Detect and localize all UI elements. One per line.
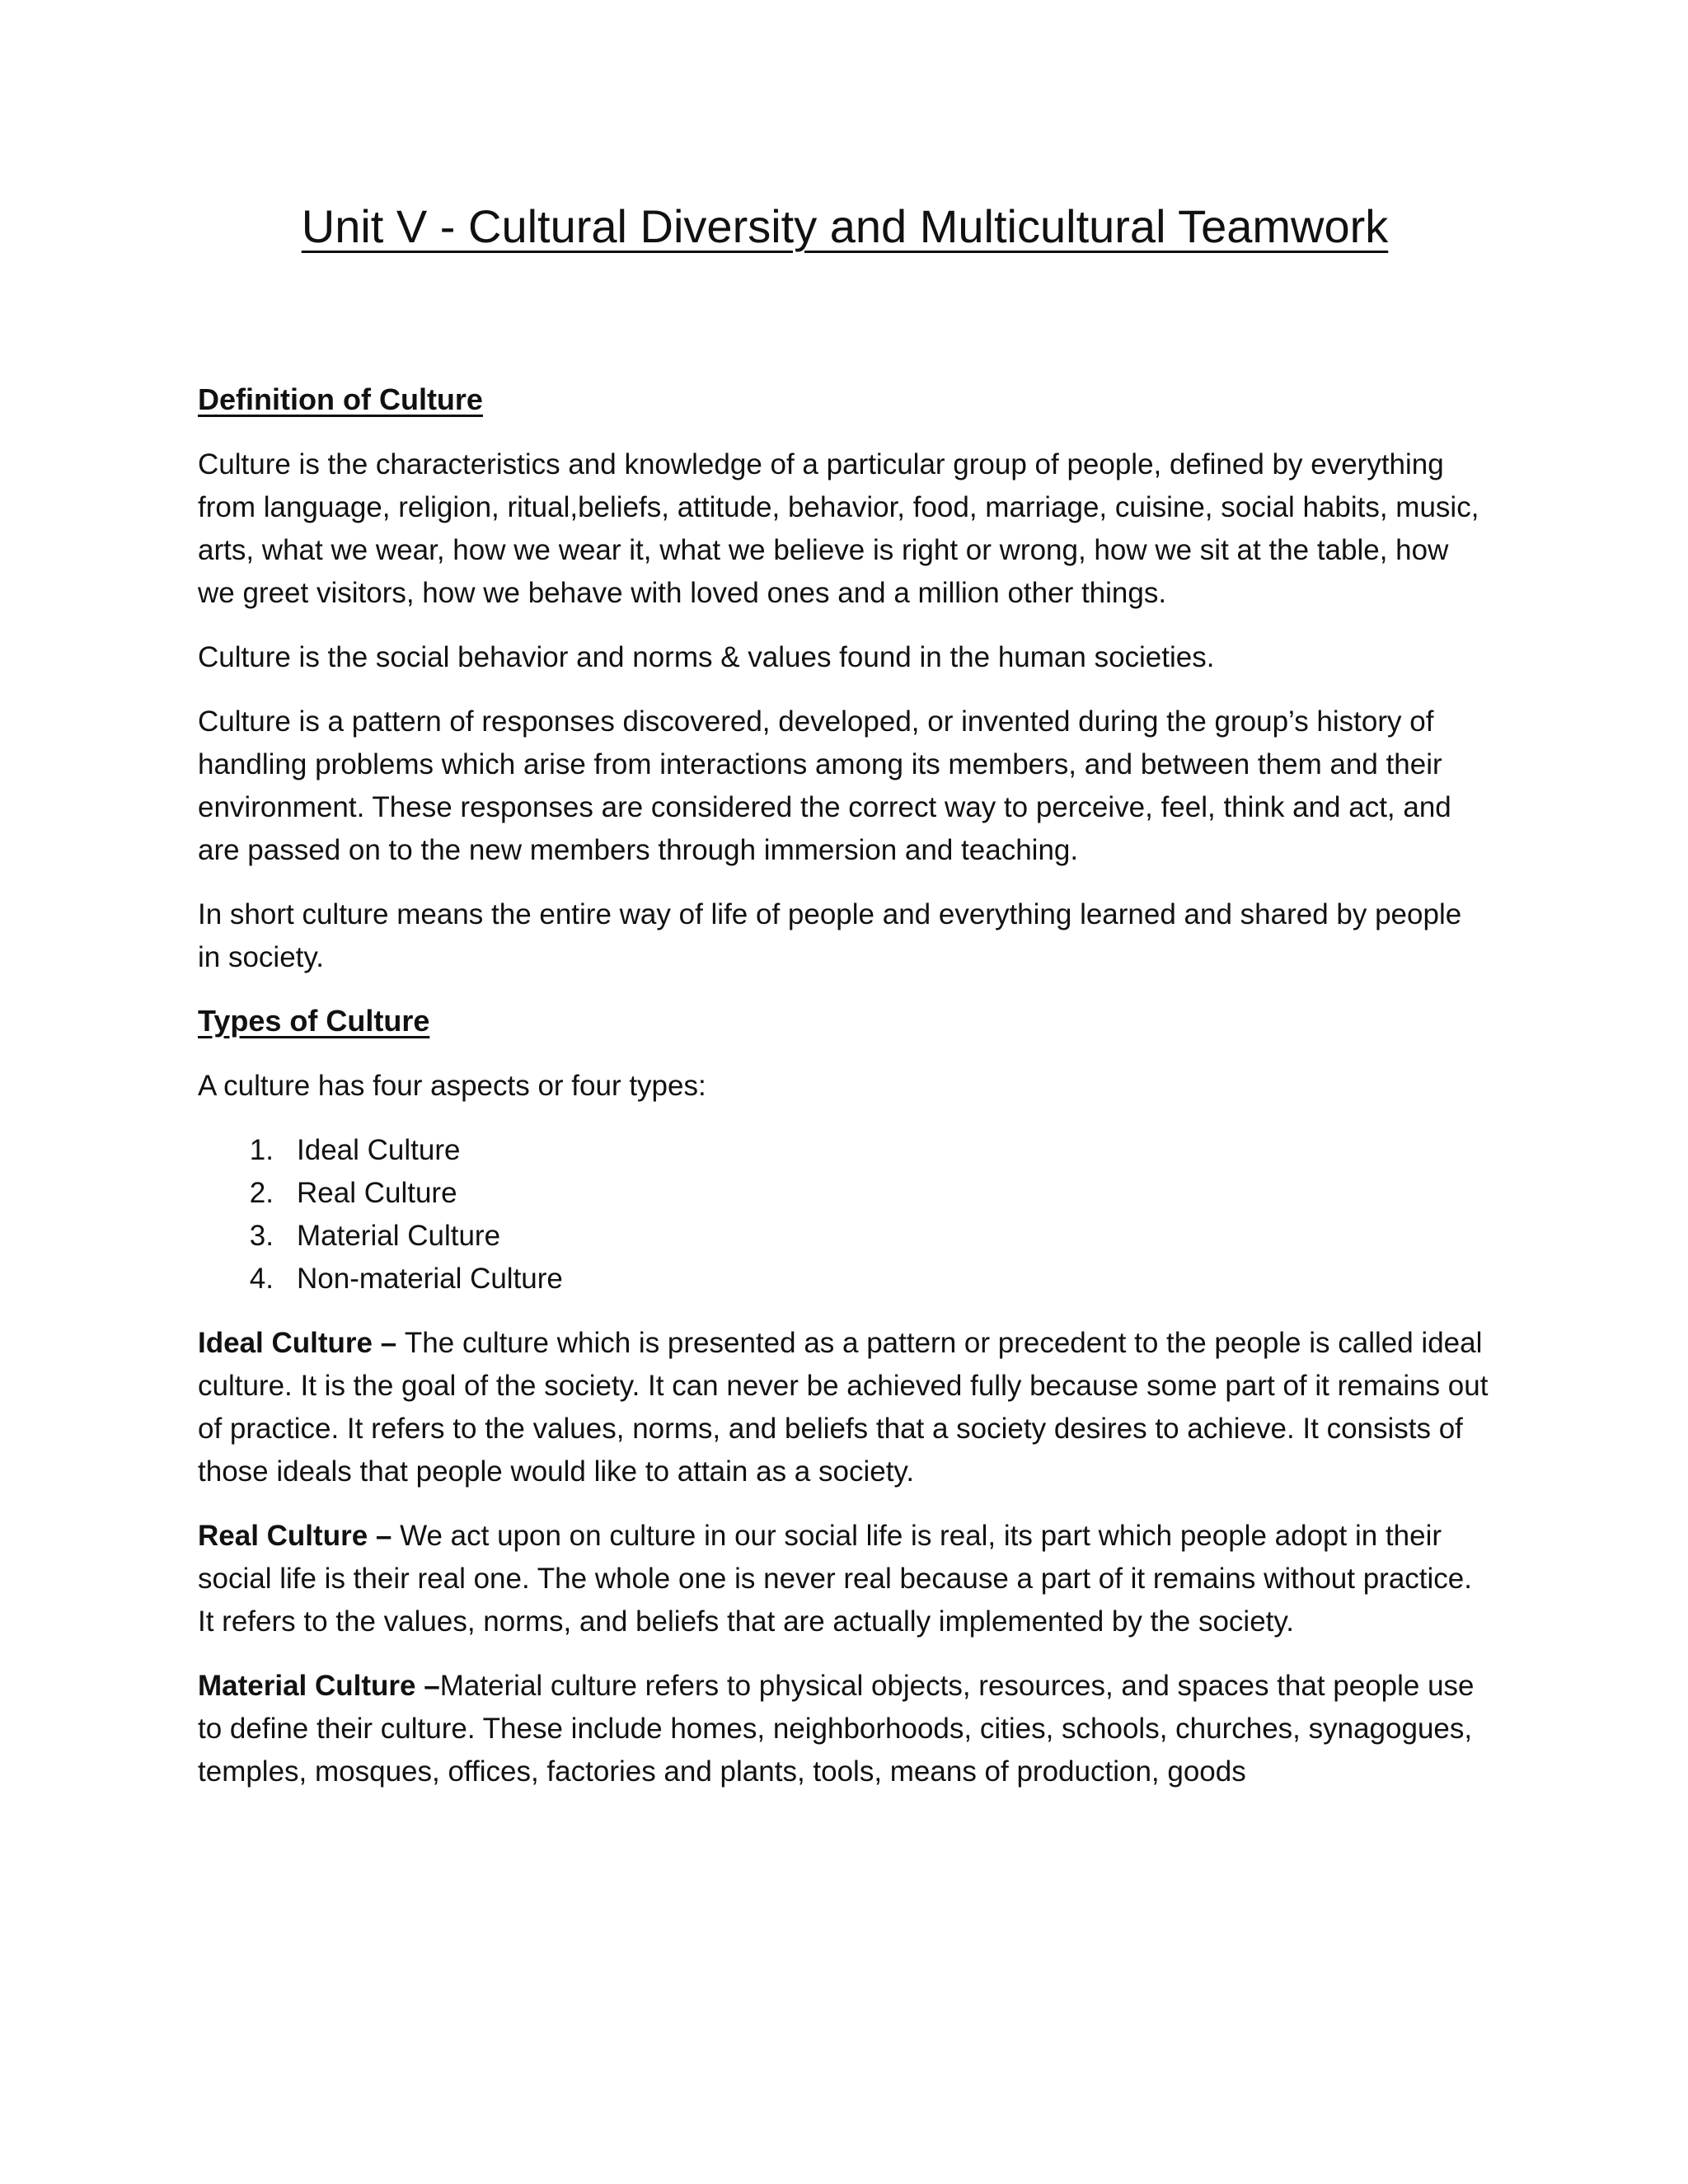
list-label: Material Culture [297, 1220, 501, 1252]
section-heading-types: Types of Culture [198, 1004, 430, 1038]
term-label: Real Culture – [198, 1520, 401, 1552]
definition-paragraph: Culture is the characteristics and knowledge of a particular group of people, defined by everything from language, religion, ritual,beliefs, attitude, behavior, food, marriage, cuisine, social habits, music, arts, what we wear, how we wear it, what we believe is right or wrong, how we sit at the table, how we greet visitors, how we behave with loved ones and a million other things. [198, 448, 1479, 609]
list-item [198, 1129, 1492, 1172]
term-label: Material Culture – [198, 1670, 440, 1702]
document-title: Unit V - Cultural Diversity and Multicultural Teamwork [301, 200, 1389, 252]
real-culture-description [198, 1515, 1492, 1643]
list-label: Ideal Culture [297, 1134, 461, 1166]
list-number: 1. [249, 1134, 274, 1166]
list-item [198, 1258, 1492, 1301]
term-label: Ideal Culture – [198, 1327, 405, 1359]
list-number: 3. [249, 1220, 274, 1252]
list-item [198, 1172, 1492, 1215]
term-text: Material culture refers to physical objects, resources, and spaces that people use to define their culture. These include homes, neighborhoods, cities, schools, churches, synagogues, temples, mosques, offices, factories and plants, tools, means of production, goods [198, 1670, 1475, 1788]
ideal-culture-description [198, 1322, 1492, 1493]
term-text: We act upon on culture in our social life is real, its part which people adopt in their social life is their real one. The whole one is never real because a part of it remains without practice. It refers to the values, norms, and beliefs that are actually implemented by the society. [198, 1520, 1472, 1638]
section-heading-definition: Definition of Culture [198, 382, 483, 416]
document-content [198, 198, 1492, 1815]
material-culture-description [198, 1665, 1492, 1793]
list-item [198, 1215, 1492, 1258]
types-list [198, 1129, 1492, 1301]
definition-paragraph: In short culture means the entire way of life of people and everything learned and shared by people in society. [198, 898, 1462, 973]
list-number: 4. [249, 1263, 274, 1295]
definition-paragraph: Culture is the social behavior and norms & values found in the human societies. [198, 641, 1215, 673]
list-number: 2. [249, 1177, 274, 1209]
list-label: Non-material Culture [297, 1263, 563, 1295]
types-intro: A culture has four aspects or four types: [198, 1070, 706, 1102]
definition-paragraph: Culture is a pattern of responses discovered, developed, or invented during the group’s history of handling problems which arise from interactions among its members, and between them and their environment. These responses are considered the correct way to perceive, feel, think and act, and are passed on to the new members through immersion and teaching. [198, 705, 1451, 866]
list-label: Real Culture [297, 1177, 457, 1209]
term-text: The culture which is presented as a pattern or precedent to the people is called ideal culture. It is the goal of the society. It can never be achieved fully because some part of it remains out of practice. It refers to the values, norms, and beliefs that a society desires to achieve. It consists of those ideals that people would like to attain as a society. [198, 1327, 1489, 1488]
